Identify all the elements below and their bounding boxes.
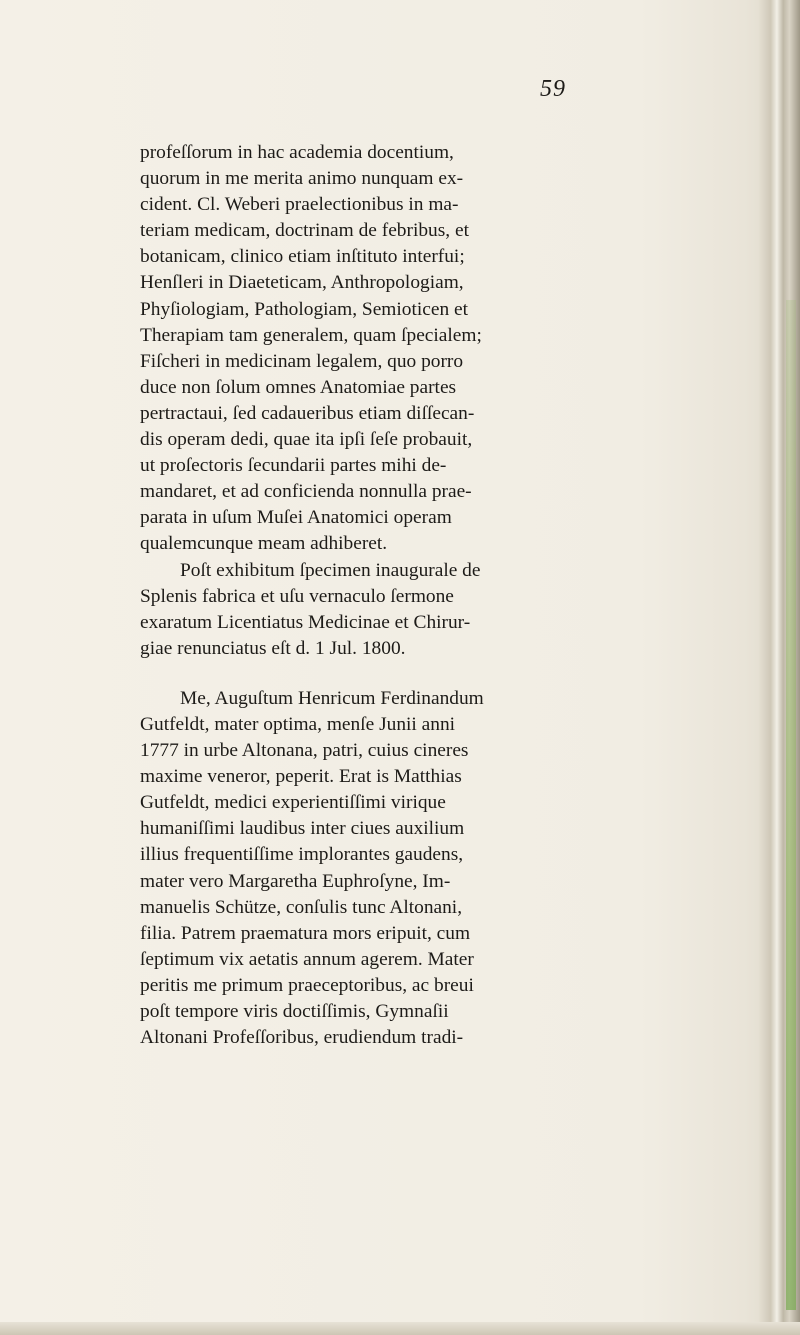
- text-line: duce non ſolum omnes Anatomiae partes: [140, 376, 457, 398]
- text-line: Poſt exhibitum ſpecimen inaugurale de: [180, 559, 481, 581]
- text-line: Phyſiologiam, Pathologiam, Semioticen et: [140, 298, 468, 320]
- text-line: giae renunciatus eſt d. 1 Jul. 1800.: [140, 637, 406, 659]
- text-line: Altonani Profeſſoribus, erudiendum tradi-: [140, 1027, 464, 1049]
- text-line: botanicam, clinico etiam inſtituto interfui;: [140, 246, 465, 268]
- page-bottom-edge: [0, 1322, 800, 1335]
- text-line: manuelis Schütze, conſulis tunc Altonani,: [140, 896, 463, 918]
- text-line: Gutfeldt, mater optima, menſe Junii anni: [140, 713, 456, 735]
- text-line: Me, Auguſtum Henricum Ferdinandum: [180, 687, 484, 709]
- text-line: teriam medicam, doctrinam de febribus, et: [140, 220, 469, 242]
- text-line: mater vero Margaretha Euphroſyne, Im-: [140, 870, 451, 892]
- text-line: exaratum Licentiatus Medicinae et Chirur-: [140, 611, 471, 633]
- text-line: cident. Cl. Weberi praelectionibus in ma-: [140, 194, 459, 216]
- text-line: quorum in me merita animo nunquam ex-: [140, 168, 464, 190]
- text-line: qualemcunque meam adhiberet.: [140, 533, 388, 555]
- text-line: maxime veneror, peperit. Erat is Matthias: [140, 766, 462, 788]
- page-number: 59: [540, 76, 566, 102]
- page-edge-tint: [786, 300, 796, 1310]
- text-line: Fiſcheri in medicinam legalem, quo porro: [140, 350, 464, 372]
- text-line: Therapiam tam generalem, quam ſpecialem;: [140, 324, 482, 346]
- text-line: mandaret, et ad conficienda nonnulla prae-: [140, 481, 472, 503]
- text-line: pertractaui, ſed cadaueribus etiam diſſecan-: [140, 402, 475, 424]
- text-line: profeſſorum in hac academia docentium,: [140, 142, 454, 163]
- text-line: Henſleri in Diaeteticam, Anthropologiam,: [140, 272, 464, 294]
- text-line: Gutfeldt, medici experientiſſimi virique: [140, 792, 446, 814]
- text-line: dis operam dedi, quae ita ipſi ſeſe probauit,: [140, 429, 473, 451]
- text-line: ſeptimum vix aetatis annum agerem. Mater: [140, 948, 474, 970]
- paragraph-2: [140, 558, 670, 662]
- text-line: poſt tempore viris doctiſſimis, Gymnaſii: [140, 1001, 449, 1022]
- body-text: [140, 140, 670, 1051]
- text-line: illius frequentiſſime implorantes gaudens,: [140, 844, 464, 866]
- paragraph-1: [140, 140, 670, 558]
- text-line: humaniſſimi laudibus inter ciues auxilium: [140, 818, 465, 840]
- text-line: filia. Patrem praematura mors eripuit, cum: [140, 922, 471, 944]
- text-line: ut proſectoris ſecundarii partes mihi de-: [140, 455, 447, 477]
- text-line: Splenis fabrica et uſu vernaculo ſermone: [140, 585, 454, 607]
- text-line: peritis me primum praeceptoribus, ac breui: [140, 974, 474, 996]
- text-line: 1777 in urbe Altonana, patri, cuius cineres: [140, 740, 469, 762]
- paragraph-3: [140, 686, 670, 1051]
- text-line: parata in uſum Muſei Anatomici operam: [140, 507, 452, 529]
- paragraph-gap: [140, 662, 670, 686]
